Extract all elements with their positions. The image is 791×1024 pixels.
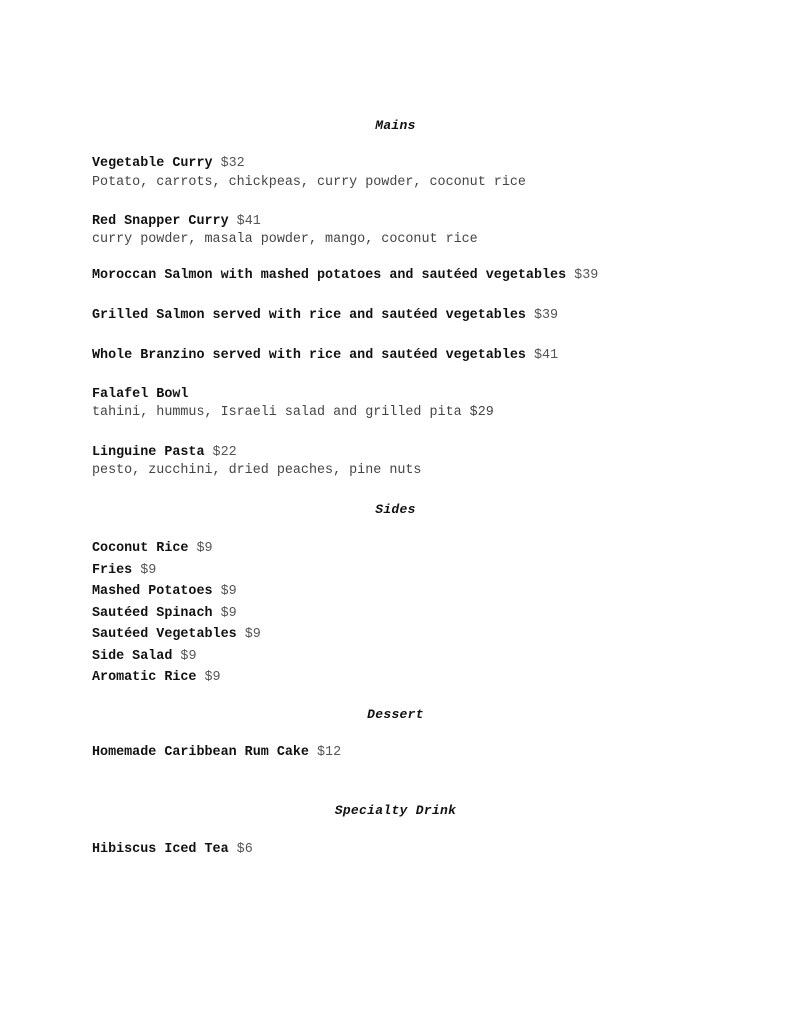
item-price: $9 [204,670,221,685]
dessert-heading: Dessert [367,707,424,722]
menu-item [92,627,261,643]
item-price: $9 [140,563,157,578]
item-description: pesto, zucchini, dried peaches, pine nuts [92,463,422,478]
item-price: $9 [220,584,237,599]
menu-item [92,670,221,686]
item-name: Aromatic Rice [92,670,197,685]
menu-item [92,649,196,665]
sides-heading: Sides [375,502,416,517]
item-price: $12 [317,745,342,760]
menu-item [92,541,213,557]
item-price: $39 [574,268,599,283]
menu-item [92,445,237,461]
item-name: Moroccan Salmon with mashed potatoes and sautéed vegetables [92,268,567,283]
menu-item [92,606,237,622]
item-name: Fries [92,563,133,578]
item-price: $41 [533,348,559,363]
item-name: Linguine Pasta [92,445,205,460]
item-name: Coconut Rice [92,541,189,556]
item-name: Whole Branzino served with rice and sautéed vegetables [92,348,526,363]
item-name: Sautéed Spinach [92,606,213,621]
item-name: Homemade Caribbean Rum Cake [92,745,309,760]
item-price: $9 [244,627,261,642]
menu-item [92,268,598,284]
item-name: Sautéed Vegetables [92,627,237,642]
item-name: Falafel Bowl [92,387,189,402]
item-price: $9 [196,541,213,556]
item-price: $41 [236,214,261,229]
item-price: $32 [220,156,245,171]
item-name: Vegetable Curry [92,156,213,171]
mains-heading: Mains [375,118,416,133]
item-name: Side Salad [92,649,173,664]
menu-item [92,156,245,172]
item-price: $39 [533,308,559,323]
menu-item [92,584,237,600]
item-name: Grilled Salmon served with rice and sautéed vegetables [92,308,526,323]
item-name: Hibiscus Iced Tea [92,842,229,857]
item-description: tahini, hummus, Israeli salad and grilled pita $29 [92,405,494,420]
menu-item [92,563,156,579]
specialty-drink-heading: Specialty Drink [334,803,457,818]
item-price: $22 [212,445,237,460]
item-price: $9 [180,649,197,664]
menu-item [92,214,261,230]
menu-item [92,745,341,761]
menu-item [92,348,558,364]
item-description: curry powder, masala powder, mango, coconut rice [92,232,478,247]
menu-item [92,842,253,858]
item-name: Red Snapper Curry [92,214,229,229]
menu-item [92,387,188,403]
item-description: Potato, carrots, chickpeas, curry powder, coconut rice [92,175,526,190]
menu-item [92,308,558,324]
item-price: $9 [220,606,237,621]
item-name: Mashed Potatoes [92,584,213,599]
item-price: $6 [236,842,253,857]
